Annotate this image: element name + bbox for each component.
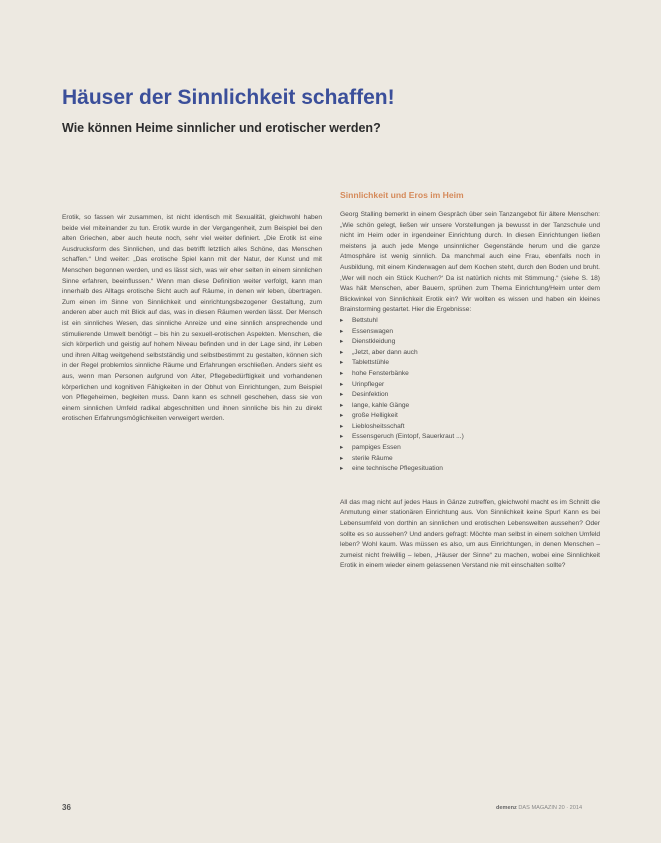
closing-paragraph: All das mag nicht auf jedes Haus in Gänze zutreffen, gleichwohl macht es im Schnitt die Anmutung einer stationären Einrichtung aus. Von Sinnlichkeit keine Spur! Kann es bei Lebensumfeld von dorthin an sinnlichen und erotischen Lebenswelten aussehen? Oder sollte es so aussehen? Und anders gefragt: Möchte man selbst in einem solchen Umfeld leben? Wohl kaum. Was müssen es also, um aus Einrichtungen, in denen Menschen – zumeist nicht freiwillig – leben, „Häuser der Sinne“ zu machen, wobei eine Sinnlichkeit Erotik in einem wieder einem gelassenen Verstand nie mit einschalten sollte?	[340, 498, 600, 570]
list-item	[340, 443, 600, 454]
paragraph-spacer	[340, 475, 600, 498]
list-item-text: sterile Räume	[352, 454, 393, 462]
list-item	[340, 369, 600, 380]
bullet-icon: ▸	[340, 327, 344, 335]
list-item-text: Urinpfleger	[352, 380, 385, 388]
list-item-text: Essenswagen	[352, 327, 394, 335]
bullet-icon: ▸	[340, 316, 344, 324]
bullet-icon: ▸	[340, 454, 344, 462]
list-item-text: „Jetzt, aber dann auch	[352, 348, 418, 356]
list-item	[340, 348, 600, 359]
list-item	[340, 337, 600, 348]
list-item-text: Tablettstühle	[352, 359, 390, 367]
list-item	[340, 316, 600, 327]
bullet-icon: ▸	[340, 391, 344, 399]
section-heading: Sinnlichkeit und Eros im Heim	[340, 190, 464, 200]
page-number: 36	[62, 803, 71, 812]
right-column	[340, 189, 600, 572]
publication-name: demenz	[496, 805, 517, 811]
list-item	[340, 432, 600, 443]
list-item-text: große Helligkeit	[352, 412, 398, 420]
list-item	[340, 380, 600, 391]
left-column	[62, 213, 322, 425]
bullet-icon: ▸	[340, 422, 344, 430]
list-item-text: Dienstkleidung	[352, 338, 396, 346]
brainstorming-list	[340, 316, 600, 475]
body-paragraph: Erotik, so fassen wir zusammen, ist nicht identisch mit Sexualität, gleichwohl haben beide viel miteinander zu tun. Erotik wurde in der Vergangenheit, zum Beispiel bei den alten Griechen, aber auch heute noch, sehr viel weiter definiert. „Die Erotik ist eine Ausdrucksform des Sinnlichen, und das betrifft letztlich alles Schöne, das Menschen schaffen.“ Und weiter: „Das erotische Spiel kann mit der Natur, der Kunst und mit Menschen begonnen werden, und es lässt sich, was wir eher selten in einem sinnlichen Sinne erfahren, beeinflussen.“ Wenn man diese Definition weiter verfolgt, kann man innerhalb des Alltags erotische Sicht auch auf Räume, in denen wir leben, übertragen. Zum einen im Sinne von Sinnlichkeit und einrichtungsbezogener Gestaltung, zum anderen aber auch mit Blick auf das, was in diesen Räumen werden lässt. Der Mensch ist ein sinnliches Wesen, das sinnliche Anreize und eine sinnlich ansprechende und stimulierende Umwelt benötigt – bis hin zu sexuell-erotischen Aspekten. Menschen, die sich körperlich und geistig auf hohem Niveau befinden und in der Lage sind, ihr Leben und ihren Alltag weitgehend selbstständig und selbstbestimmt zu gestalten, können sich in der Regel problemlos sinnliche Räume und Erfahrungen erschließen. Anders sieht es aus, wenn man Personen aufgrund von Alter, Pflegebedürftigkeit und vorhandenen körperlichen und kognitiven Fähigkeiten in der Obhut von Einrichtungen, zum Beispiel von Pflegeheimen, begleiten muss. Dann kann es schnell geschehen, dass sie von einem sinnlichen Umfeld radikal abgeschnitten und ihnen sinnliche bis hin zu direkt erotischen Erfahrungsmöglichkeiten verweigert werden.	[62, 214, 322, 423]
list-item	[340, 327, 600, 338]
running-footer	[496, 805, 582, 811]
bullet-icon: ▸	[340, 380, 344, 388]
bullet-icon: ▸	[340, 338, 344, 346]
list-item-text: hohe Fensterbänke	[352, 369, 409, 377]
issue-info: DAS MAGAZIN 20 · 2014	[518, 805, 583, 811]
list-item	[340, 401, 600, 412]
list-item	[340, 454, 600, 465]
article-subtitle: Wie können Heime sinnlicher und erotischer werden?	[62, 121, 381, 135]
list-item	[340, 411, 600, 422]
list-item-text: eine technische Pflegesituation	[352, 465, 443, 473]
bullet-icon: ▸	[340, 412, 344, 420]
bullet-icon: ▸	[340, 401, 344, 409]
list-item-text: lange, kahle Gänge	[352, 401, 410, 409]
article-title: Häuser der Sinnlichkeit schaffen!	[62, 86, 395, 109]
list-item-text: Desinfektion	[352, 391, 389, 399]
bullet-icon: ▸	[340, 348, 344, 356]
bullet-icon: ▸	[340, 369, 344, 377]
list-item	[340, 390, 600, 401]
bullet-icon: ▸	[340, 465, 344, 473]
list-item-text: pampiges Essen	[352, 444, 401, 452]
list-item-text: Lieblosheitsschaft	[352, 422, 405, 430]
list-item	[340, 464, 600, 475]
bullet-icon: ▸	[340, 433, 344, 441]
intro-paragraph: Georg Stalling bemerkt in einem Gespräch über sein Tanzangebot für ältere Menschen: „Wie schön gelegt, ließen wir unsere Vorstellungen ja bewusst in der Tanzschule und nicht im Heim oder in irgendeiner Einrichtung durch. In diesen Einrichtungen ließen meistens ja auch jede Menge unsinnlicher Gegenstände herum und die ganze Atmosphäre ist wenig sinnlich. Da manchmal auch eine Frau, ebenfalls noch in Ausbildung, mit einem Kinderwagen auf dem Kochen steht, durch den Boden und bruht. ,Wer will noch ein Stück Kuchen?‘ Da ist natürlich nichts mit Stimmung.“ (siehe S. 18) Was hält Menschen, aber Bauern, sprühen zum Thema Einrichtung/Heim unter dem Blickwinkel von Sinnlichkeit Erotik ein? Wir wollten es wissen und haben ein kleines Brainstorming gestartet. Hier die Ergebnisse:	[340, 211, 600, 314]
bullet-icon: ▸	[340, 444, 344, 452]
list-item-text: Bettstuhl	[352, 316, 378, 324]
list-item	[340, 358, 600, 369]
list-item-text: Essensgeruch (Eintopf, Sauerkraut ...)	[352, 433, 464, 441]
bullet-icon: ▸	[340, 359, 344, 367]
list-item	[340, 422, 600, 433]
